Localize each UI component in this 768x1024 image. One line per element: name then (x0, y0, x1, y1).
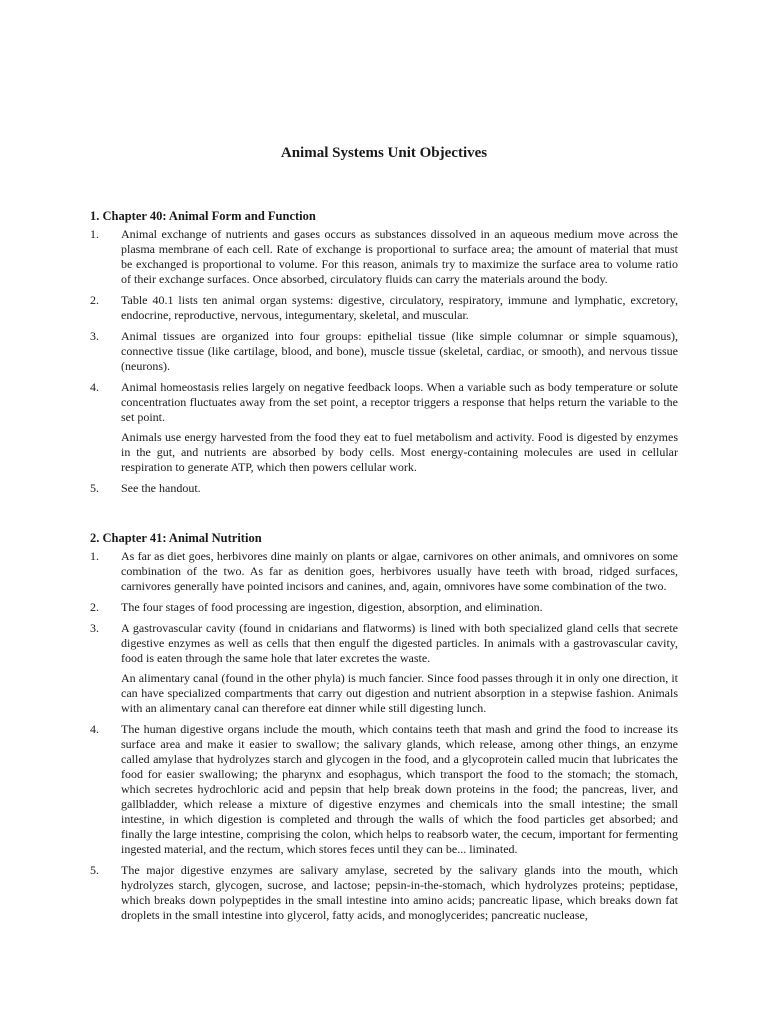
list-item (90, 227, 678, 287)
document-title: Animal Systems Unit Objectives (280, 145, 488, 161)
item-number: 1. (90, 549, 99, 563)
section-chapter-41 (90, 531, 678, 929)
item-number: 4. (90, 380, 99, 394)
item-paragraph: Animals use energy harvested from the food they eat to fuel metabolism and activity. Food is digested by enzymes in the gut, and nutrients are absorbed by body cells. Most energy-containing molecules are used in cellular respiration to generate ATP, which then powers cellular work. (121, 430, 678, 474)
list-item (90, 549, 678, 594)
list-item (90, 481, 678, 496)
item-paragraph: Animal homeostasis relies largely on negative feedback loops. When a variable such as body temperature or solute concentration fluctuates away from the set point, a receptor triggers a response that helps return the variable to the set point. (121, 380, 678, 424)
item-paragraph: See the handout. (121, 481, 201, 495)
list-item (90, 621, 678, 716)
item-number: 3. (90, 621, 99, 635)
item-paragraph: A gastrovascular cavity (found in cnidarians and flatworms) is lined with both specialized gland cells that secrete digestive enzymes as well as cells that then engulf the digested particles. In animals with a gastrovascular cavity, food is eaten through the same hole that later excretes the waste. (121, 621, 678, 665)
list-item (90, 722, 678, 857)
list-item (90, 293, 678, 323)
item-number: 1. (90, 227, 99, 241)
list-item (90, 380, 678, 475)
item-paragraph: Animal tissues are organized into four groups: epithelial tissue (like simple columnar or simple squamous), connective tissue (like cartilage, blood, and bone), muscle tissue (skeletal, cardiac, or smooth), and nervous tissue (neurons). (121, 329, 678, 373)
list-item (90, 329, 678, 374)
item-number: 5. (90, 481, 99, 495)
section-heading: 2. Chapter 41: Animal Nutrition (90, 531, 262, 545)
item-number: 2. (90, 600, 99, 614)
item-number: 5. (90, 863, 99, 877)
item-paragraph: The human digestive organs include the mouth, which contains teeth that mash and grind the food to increase its surface area and make it easier to swallow; the salivary glands, which release, among other things, an enzyme called amylase that hydrolyzes starch and glycogen in the food, and a glycoprotein called mucin that lubricates the food for easier swallowing; the pharynx and esophagus, which transport the food to the stomach; the stomach, which secretes hydrochloric acid and pepsin that help break down proteins in the food; the pancreas, liver, and gallbladder, which release a mixture of digestive enzymes and chemicals into the small intestine; the small intestine, in which digestion is completed and through the walls of which the food particles get absorbed; and finally the large intestine, comprising the colon, which helps to reabsorb water, the cecum, important for fermenting ingested material, and the rectum, which stores feces until they can be... liminated. (121, 722, 678, 856)
item-paragraph: Table 40.1 lists ten animal organ systems: digestive, circulatory, respiratory, immune and lymphatic, excretory, endocrine, reproductive, nervous, integumentary, skeletal, and muscular. (121, 293, 678, 322)
item-paragraph: Animal exchange of nutrients and gases occurs as substances dissolved in an aqueous medium move across the plasma membrane of each cell. Rate of exchange is proportional to surface area; the amount of material that must be exchanged is proportional to volume. For this reason, animals try to maximize the surface area to volume ratio of their exchange surfaces. Once absorbed, circulatory fluids can carry the materials around the body. (121, 227, 678, 286)
item-number: 3. (90, 329, 99, 343)
section-heading: 1. Chapter 40: Animal Form and Function (90, 209, 316, 223)
item-number: 4. (90, 722, 99, 736)
item-paragraph: An alimentary canal (found in the other phyla) is much fancier. Since food passes through it in only one direction, it can have specialized compartments that carry out digestion and nutrient absorption in a stepwise fashion. Animals with an alimentary canal can therefore eat dinner while still digesting lunch. (121, 671, 678, 715)
item-paragraph: As far as diet goes, herbivores dine mainly on plants or algae, carnivores on other animals, and omnivores on some combination of the two. As far as denition goes, herbivores usually have teeth with broad, ridged surfaces, carnivores generally have pointed incisors and canines, and, again, omnivores have some combination of the two. (121, 549, 678, 593)
item-paragraph: The major digestive enzymes are salivary amylase, secreted by the salivary glands into the mouth, which hydrolyzes starch, glycogen, sucrose, and lactose; pepsin-in-the-stomach, which hydrolyzes proteins; peptidase, which breaks down polypeptides in the small intestine into amino acids; pancreatic lipase, which breaks down fat droplets in the small intestine into glycerol, fatty acids, and monoglycerides; pancreatic nuclease, (121, 863, 678, 922)
section-chapter-40 (90, 209, 678, 502)
item-paragraph: The four stages of food processing are ingestion, digestion, absorption, and elimination. (121, 600, 543, 614)
item-number: 2. (90, 293, 99, 307)
list-item (90, 600, 678, 615)
list-item (90, 863, 678, 923)
